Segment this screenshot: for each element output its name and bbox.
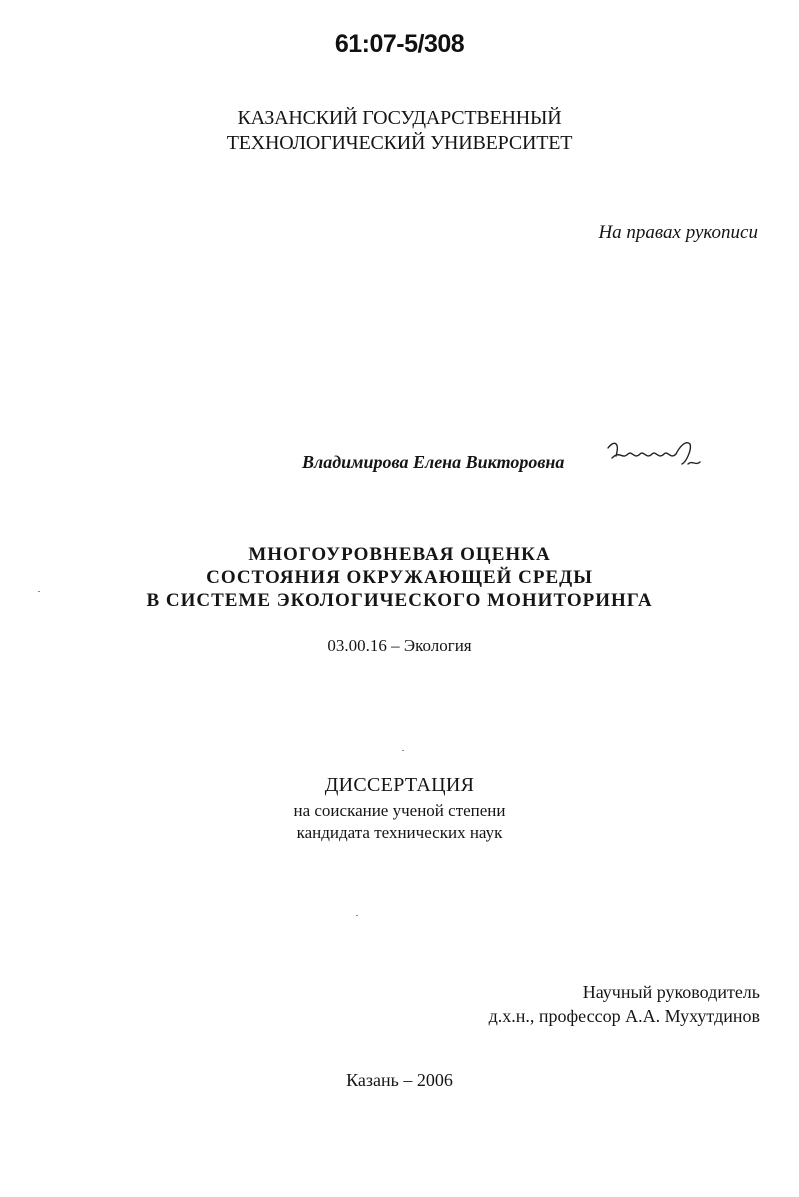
city-year: Казань – 2006 [346, 1070, 453, 1090]
specialty-code: 03.00.16 – Экология [327, 636, 472, 655]
scan-speck [356, 915, 358, 916]
scan-speck [402, 750, 404, 751]
university-line-1: КАЗАНСКИЙ ГОСУДАРСТВЕННЫЙ [237, 107, 562, 129]
degree-line-2: кандидата технических наук [296, 823, 503, 842]
degree-description [0, 800, 799, 844]
document-type: ДИССЕРТАЦИЯ [324, 774, 475, 796]
title-line-3: В СИСТЕМЕ ЭКОЛОГИЧЕСКОГО МОНИТОРИНГА [146, 590, 653, 611]
university-line-2: ТЕХНОЛОГИЧЕСКИЙ УНИВЕРСИТЕТ [226, 132, 573, 154]
supervisor-block [489, 980, 760, 1028]
supervisor-name: д.х.н., профессор А.А. Мухутдинов [488, 1006, 760, 1026]
author-name: Владимирова Елена Викторовна [302, 452, 565, 472]
university-name [0, 106, 799, 156]
degree-line-1: на соискание ученой степени [293, 801, 506, 820]
supervisor-label: Научный руководитель [582, 982, 760, 1002]
catalog-code: 61:07-5/308 [334, 30, 465, 58]
dissertation-title [0, 543, 799, 612]
title-line-1: МНОГОУРОВНЕВАЯ ОЦЕНКА [248, 544, 551, 565]
signature-icon [600, 436, 710, 476]
manuscript-note: На правах рукописи [598, 222, 758, 243]
scan-speck [38, 591, 40, 592]
title-line-2: СОСТОЯНИЯ ОКРУЖАЮЩЕЙ СРЕДЫ [206, 567, 593, 588]
